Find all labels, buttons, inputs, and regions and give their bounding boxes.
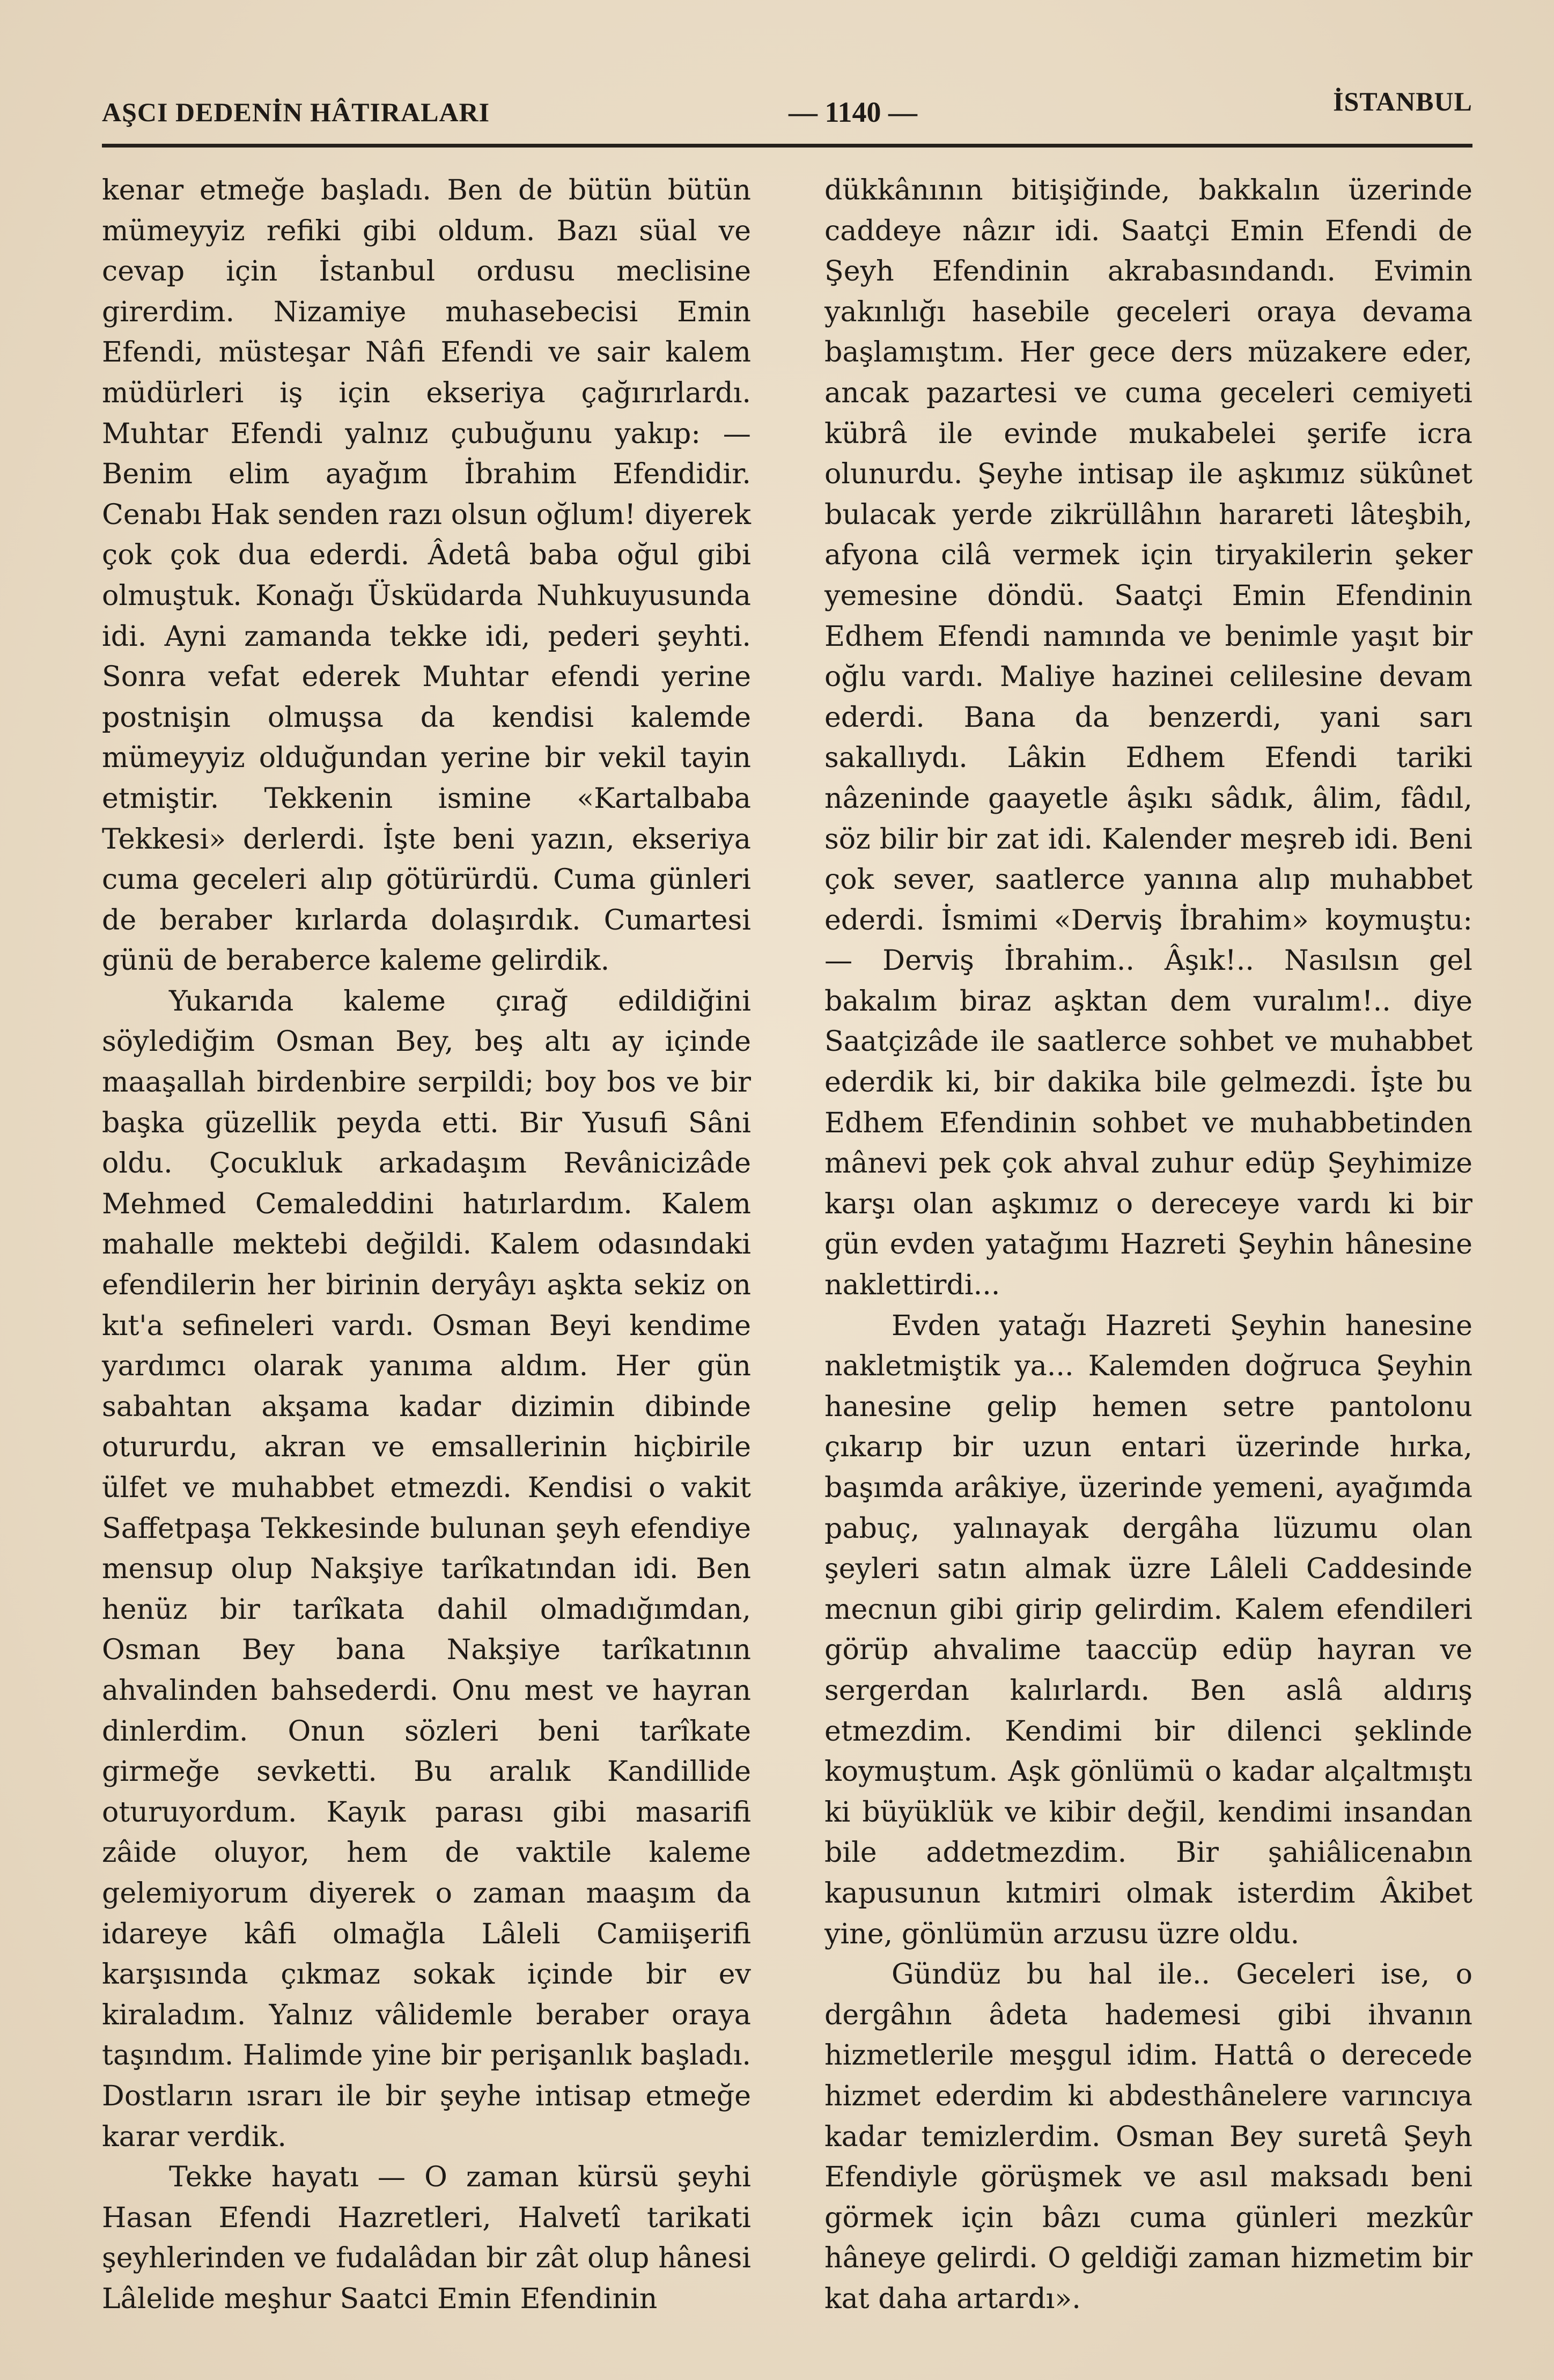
paragraph: kenar etmeğe başladı. Ben de bütün bütün mümeyyiz refiki gibi oldum. Bazı süal ve cevap için İstanbul ordusu meclisine girerdim. Nizamiye muhasebecisi Emin Efendi, müsteşar Nâfi Efendi ve sair kalem müdürleri iş için ekseriya çağırırlardı. Muhtar Efendi yalnız çubuğunu yakıp: — Benim elim ayağım İbrahim Efendidir. Cenabı Hak senden razı olsun oğlum! diyerek çok çok dua ederdi. Âdetâ baba oğul gibi olmuştuk. Konağı Üsküdarda Nuhkuyusunda idi. Ayni zamanda tekke idi, pederi şeyhti. Sonra vefat ederek Muhtar efendi yerine postnişin olmuşsa da kendisi kalemde mümeyyiz olduğundan yerine bir vekil tayin etmiştir. Tekkenin ismine «Kartalbaba Tekkesi» derlerdi. İşte beni yazın, ekseriya cuma geceleri alıp götürürdü. Cuma günleri de beraber kırlarda dolaşırdık. Cumartesi günü de beraberce kaleme gelirdik. [102,174,751,977]
paragraph: Tekke hayatı — O zaman kürsü şeyhi Hasan Efendi Hazretleri, Halvetî tarikati şeyhlerinden ve fudalâdan bir zât olup hânesi Lâlelide meşhur Saatci Emin Efendinin [102,2161,751,2315]
left-column [102,171,751,2319]
section-title: İSTANBUL [1333,86,1472,116]
page-number: — 1140 — [789,96,918,128]
right-column [824,171,1472,2319]
header-rule [102,144,1472,148]
page-header [102,86,1472,139]
paragraph: Yukarıda kaleme çırağ edildiğini söylediğim Osman Bey, beş altı ay içinde maaşallah birdenbire serpildi; boy bos ve bir başka güzellik peyda etti. Bir Yusufi Sâni oldu. Çocukluk arkadaşım Revânicizâde Mehmed Cemaleddini hatırlardım. Kalem mahalle mektebi değildi. Kalem odasındaki efendilerin her birinin deryâyı aşkta sekiz on kıt'a sefineleri vardı. Osman Beyi kendime yardımcı olarak yanıma aldım. Her gün sabahtan akşama kadar dizimin dibinde otururdu, akran ve emsallerinin hiçbirile ülfet ve muhabbet etmezdi. Kendisi o vakit Saffetpaşa Tekkesinde bulunan şeyh efendiye mensup olup Nakşiye tarîkatından idi. Ben henüz bir tarîkata dahil olmadığımdan, Osman Bey bana Nakşiye tarîkatının ahvalinden bahsederdi. Onu mest ve hayran dinlerdim. Onun sözleri beni tarîkate girmeğe sevketti. Bu aralık Kandillide oturuyordum. Kayık parası gibi masarifi zâide oluyor, hem de vaktile kaleme gelemiyorum diyerek o zaman maaşım da idareye kâfi olmağla Lâleli Camiişerifi karşısında çıkmaz sokak içinde bir ev kiraladım. Yalnız vâlidemle beraber oraya taşındım. Halimde yine bir perişanlık başladı. Dostların ısrarı ile bir şeyhe intisap etmeğe karar verdik. [102,985,751,2153]
paragraph: dükkânının bitişiğinde, bakkalın üzerinde caddeye nâzır idi. Saatçi Emin Efendi de Şeyh Efendinin akrabasındandı. Evimin yakınlığı hasebile geceleri oraya devama başlamıştım. Her gece ders müzakere eder, ancak pazartesi ve cuma geceleri cemiyeti kübrâ ile evinde mukabelei şerife icra olunurdu. Şeyhe intisap ile aşkımız sükûnet bulacak yerde zikrüllâhın harareti lâteşbih, afyona cilâ vermek için tiryakilerin şeker yemesine döndü. Saatçi Emin Efendinin Edhem Efendi namında ve benimle yaşıt bir oğlu vardı. Maliye hazinei celilesine devam ederdi. Bana da benzerdi, yani sarı sakallıydı. Lâkin Edhem Efendi tariki nâzeninde gaayetle âşıkı sâdık, âlim, fâdıl, söz bilir bir zat idi. Kalender meşreb idi. Beni çok sever, saatlerce yanına alıp muhabbet ederdi. İsmimi «Derviş İbrahim» koymuştu: — Derviş İbrahim.. Âşık!.. Nasılsın gel bakalım biraz aşktan dem vuralım!.. diye Saatçizâde ile saatlerce sohbet ve muhabbet ederdik ki, bir dakika bile gelmezdi. İşte bu Edhem Efendinin sohbet ve muhabbetinden mânevi pek çok ahval zuhur edüp Şeyhimize karşı olan aşkımız o dereceye vardı ki bir gün evden yatağımı Hazreti Şeyhin hânesine naklettirdi... [824,174,1472,1302]
running-title: AŞCI DEDENİN HÂTIRALARI [102,97,490,127]
paragraph: Evden yatağı Hazreti Şeyhin hanesine nakletmiştik ya... Kalemden doğruca Şeyhin hanesine gelip hemen setre pantolonu çıkarıp bir uzun entari üzerinde hırka, başımda arâkiye, üzerinde yemeni, ayağımda pabuç, yalınayak dergâha lüzumu olan şeyleri satın almak üzre Lâleli Caddesinde mecnun gibi girip gelirdim. Kalem efendileri görüp ahvalime taaccüp edüp hayran ve sergerdan kalırlardı. Ben aslâ aldırış etmezdim. Kendimi bir dilenci şeklinde koymuştum. Aşk gönlümü o kadar alçaltmıştı ki büyüklük ve kibir değil, kendimi insandan bile addetmezdim. Bir şahiâlicenabın kapusunun kıtmiri olmak isterdim Âkibet yine, gönlümün arzusu üzre oldu. [824,1309,1472,1950]
paragraph: Gündüz bu hal ile.. Geceleri ise, o dergâhın âdeta hademesi gibi ihvanın hizmetlerile meşgul idim. Hattâ o derecede hizmet ederdim ki abdesthânelere varıncıya kadar temizlerdim. Osman Bey suretâ Şeyh Efendiyle görüşmek ve asıl maksadı beni görmek için bâzı cuma günleri mezkûr hâneye gelirdi. O geldiği zaman hizmetim bir kat daha artardı». [824,1958,1472,2315]
